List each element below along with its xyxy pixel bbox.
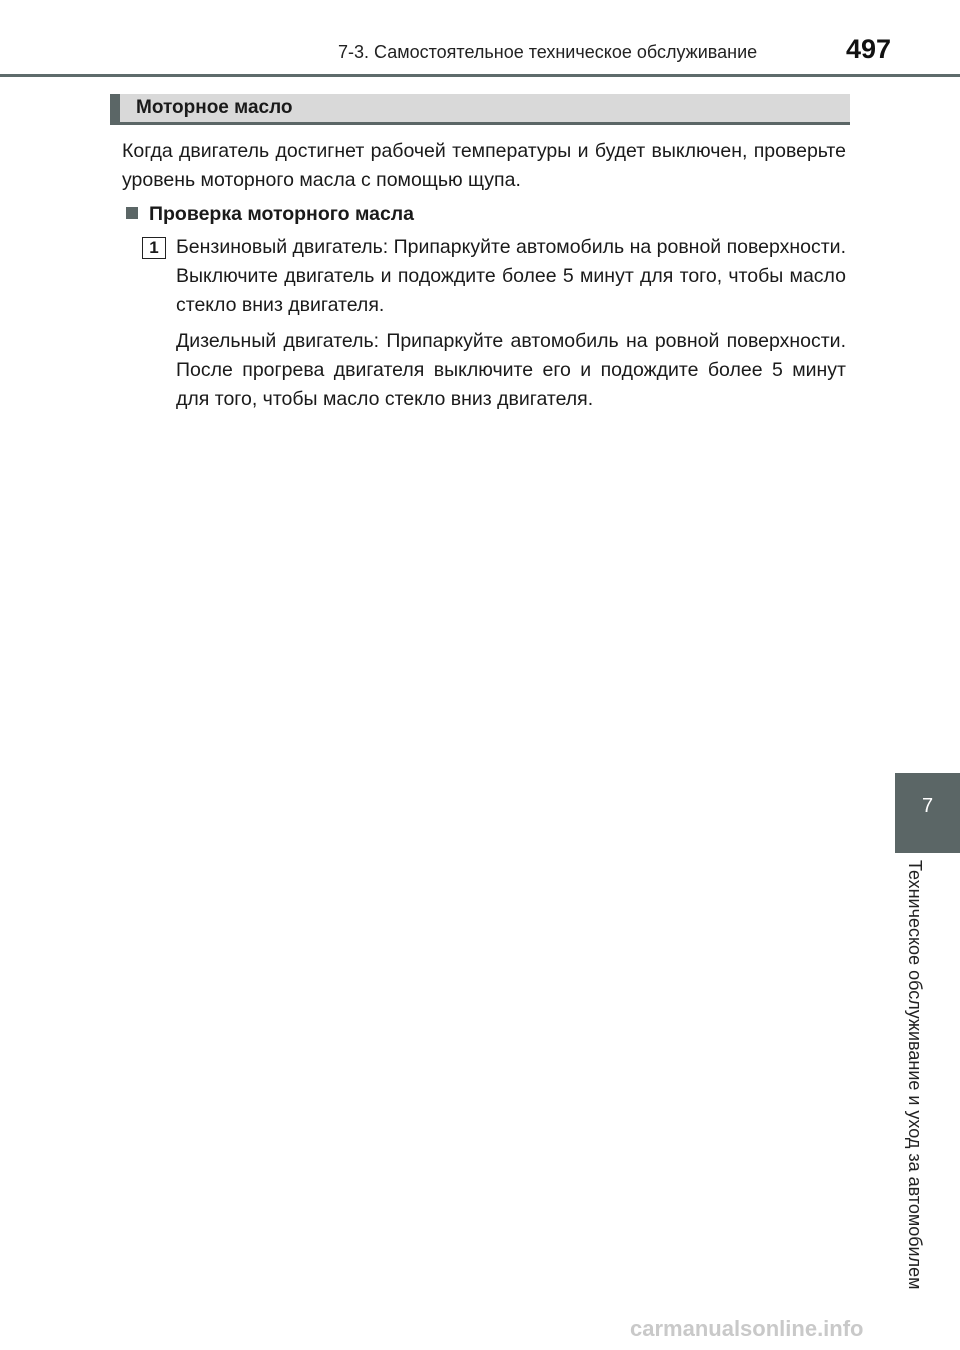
page-number: 497 [846, 34, 892, 64]
section-header-bar [110, 94, 850, 125]
chapter-side-label: Техническое обслуживание и уход за автомобилем [905, 860, 925, 1290]
intro-paragraph: Когда двигатель достигнет рабочей температуры и будет выключен, проверьте уровень моторного масла с помощью щупа. [122, 140, 846, 191]
running-header-title: 7-3. Самостоятельное техническое обслуживание [338, 42, 758, 62]
chapter-side-label-wrap [904, 860, 934, 1290]
square-bullet-icon [126, 207, 138, 219]
header-divider [0, 74, 960, 77]
chapter-tab [895, 773, 960, 853]
step-text-diesel: Дизельный двигатель: Припаркуйте автомобиль на ровной поверхности. После прогрева двигателя выключите его и подождите более 5 минут для того, чтобы масло стекло вниз двигателя. [176, 330, 846, 410]
watermark: carmanualsonline.info [630, 1316, 864, 1341]
subheading-text: Проверка моторного масла [149, 203, 415, 225]
section-title: Моторное масло [136, 97, 293, 118]
chapter-number: 7 [921, 795, 934, 817]
step-number-badge: 1 [142, 237, 166, 259]
step-text-petrol: Бензиновый двигатель: Припаркуйте автомобиль на ровной поверхности. Выключите двигатель и подождите более 5 минут для того, чтобы масло стекло вниз двигателя. [176, 236, 846, 316]
subheading [126, 200, 414, 229]
